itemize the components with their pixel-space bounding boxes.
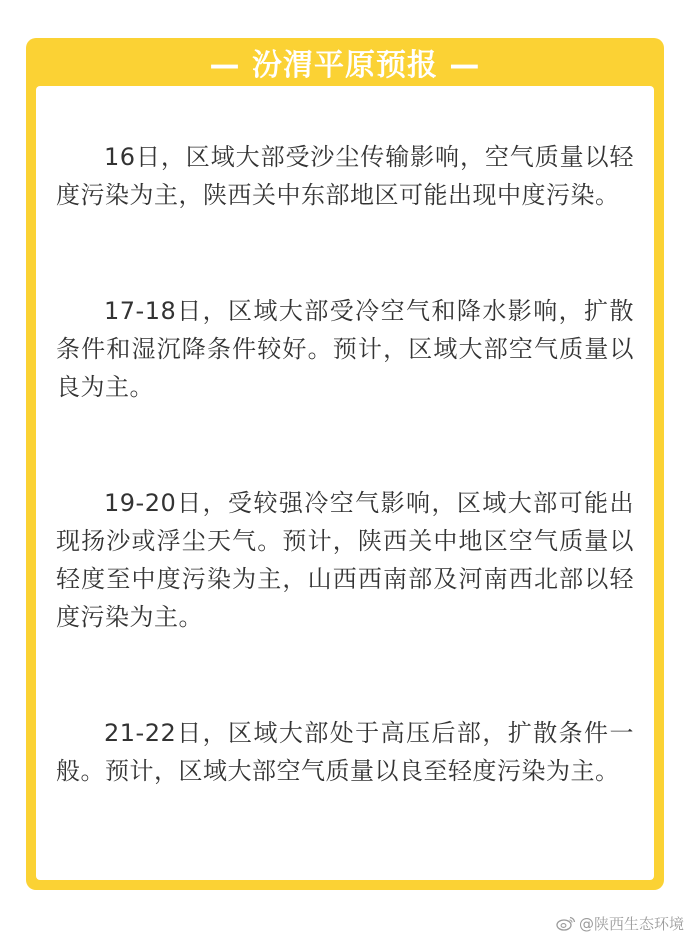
card-title: — 汾渭平原预报 — (209, 48, 481, 83)
forecast-card (26, 38, 664, 890)
card-body (36, 86, 654, 880)
watermark-text: @陕西生态环境 (578, 914, 684, 933)
forecast-paragraph-16: 16日，区域大部受沙尘传输影响，空气质量以轻度污染为主，陕西关中东部地区可能出现中度污染。 (56, 143, 634, 209)
watermark (556, 912, 684, 934)
forecast-paragraph-17-18: 17-18日，区域大部受冷空气和降水影响，扩散条件和湿沉降条件较好。预计，区域大部空气质量以良为主。 (56, 297, 634, 401)
forecast-paragraph-19-20: 19-20日，受较强冷空气影响，区域大部可能出现扬沙或浮尘天气。预计，陕西关中地区空气质量以轻度至中度污染为主，山西西南部及河南西北部以轻度污染为主。 (56, 489, 634, 631)
weibo-logo-icon (556, 915, 576, 931)
forecast-paragraph-21-22: 21-22日，区域大部处于高压后部，扩散条件一般。预计，区域大部空气质量以良至轻度污染为主。 (56, 719, 634, 785)
